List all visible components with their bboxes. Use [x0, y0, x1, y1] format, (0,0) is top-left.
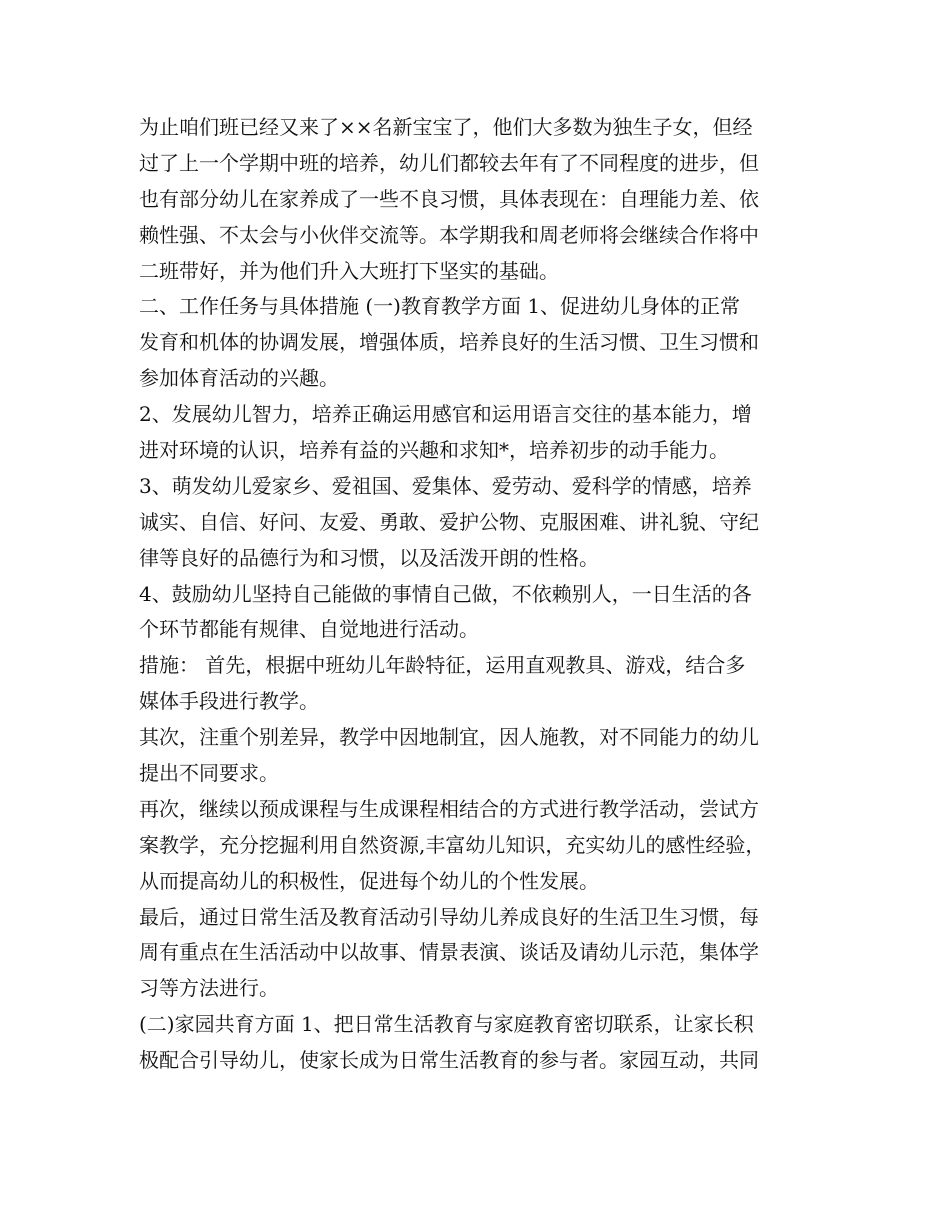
- text-line: 进对环境的认识，培养有益的兴趣和求知*，培养初步的动手能力。: [139, 438, 729, 463]
- text-line: 最后，通过日常生活及教育活动引导幼儿养成良好的生活卫生习惯，每: [139, 904, 759, 929]
- document-body: [139, 110, 839, 1079]
- text-line: 媒体手段进行教学。: [139, 689, 319, 714]
- text-line: 2、发展幼儿智力，培养正确运用感官和运用语言交往的基本能力，增: [139, 402, 752, 427]
- text-line: 周有重点在生活活动中以故事、情景表演、谈话及请幼儿示范，集体学: [139, 940, 759, 965]
- text-line: 其次，注重个别差异，教学中因地制宜，因人施教，对不同能力的幼儿: [139, 725, 759, 750]
- text-line: 提出不同要求。: [139, 761, 279, 786]
- text-line: 赖性强、不太会与小伙伴交流等。本学期我和周老师将会继续合作将中: [139, 222, 759, 247]
- text-line: 从而提高幼儿的积极性，促进每个幼儿的个性发展。: [139, 868, 599, 893]
- text-line: 习等方法进行。: [139, 976, 279, 1001]
- text-line: 4、鼓励幼儿坚持自己能做的事情自己做，不依赖别人，一日生活的各: [139, 581, 752, 606]
- text-line: 案教学，充分挖掘利用自然资源,丰富幼儿知识，充实幼儿的感性经验，: [139, 832, 766, 857]
- text-line: 3、萌发幼儿爱家乡、爱祖国、爱集体、爱劳动、爱科学的情感，培养: [139, 473, 752, 498]
- text-line: 为止咱们班已经又来了××名新宝宝了，他们大多数为独生子女，但经: [139, 115, 753, 139]
- text-line: 参加体育活动的兴趣。: [139, 366, 339, 391]
- text-line: 再次，继续以预成课程与生成课程相结合的方式进行教学活动，尝试方: [139, 796, 759, 821]
- text-line: 二、工作任务与具体措施 (一)教育教学方面 1、促进幼儿身体的正常: [139, 294, 741, 319]
- text-line: 极配合引导幼儿，使家长成为日常生活教育的参与者。家园互动，共同: [139, 1048, 759, 1073]
- text-line: 过了上一个学期中班的培养，幼儿们都较去年有了不同程度的进步，但: [139, 150, 759, 175]
- text-line: 也有部分幼儿在家养成了一些不良习惯，具体表现在：自理能力差、依: [139, 186, 759, 211]
- text-line: 律等良好的品德行为和习惯，以及活泼开朗的性格。: [139, 545, 599, 570]
- text-line: 措施： 首先，根据中班幼儿年龄特征，运用直观教具、游戏，结合多: [139, 653, 746, 678]
- text-line: 发育和机体的协调发展，增强体质，培养良好的生活习惯、卫生习惯和: [139, 330, 759, 355]
- text-line: 二班带好，并为他们升入大班打下坚实的基础。: [139, 258, 559, 283]
- text-line: 个环节都能有规律、自觉地进行活动。: [139, 617, 479, 642]
- text-line: (二)家园共育方面 1、把日常生活教育与家庭教育密切联系，让家长积: [139, 1012, 754, 1037]
- text-line: 诚实、自信、好问、友爱、勇敢、爱护公物、克服困难、讲礼貌、守纪: [139, 509, 759, 534]
